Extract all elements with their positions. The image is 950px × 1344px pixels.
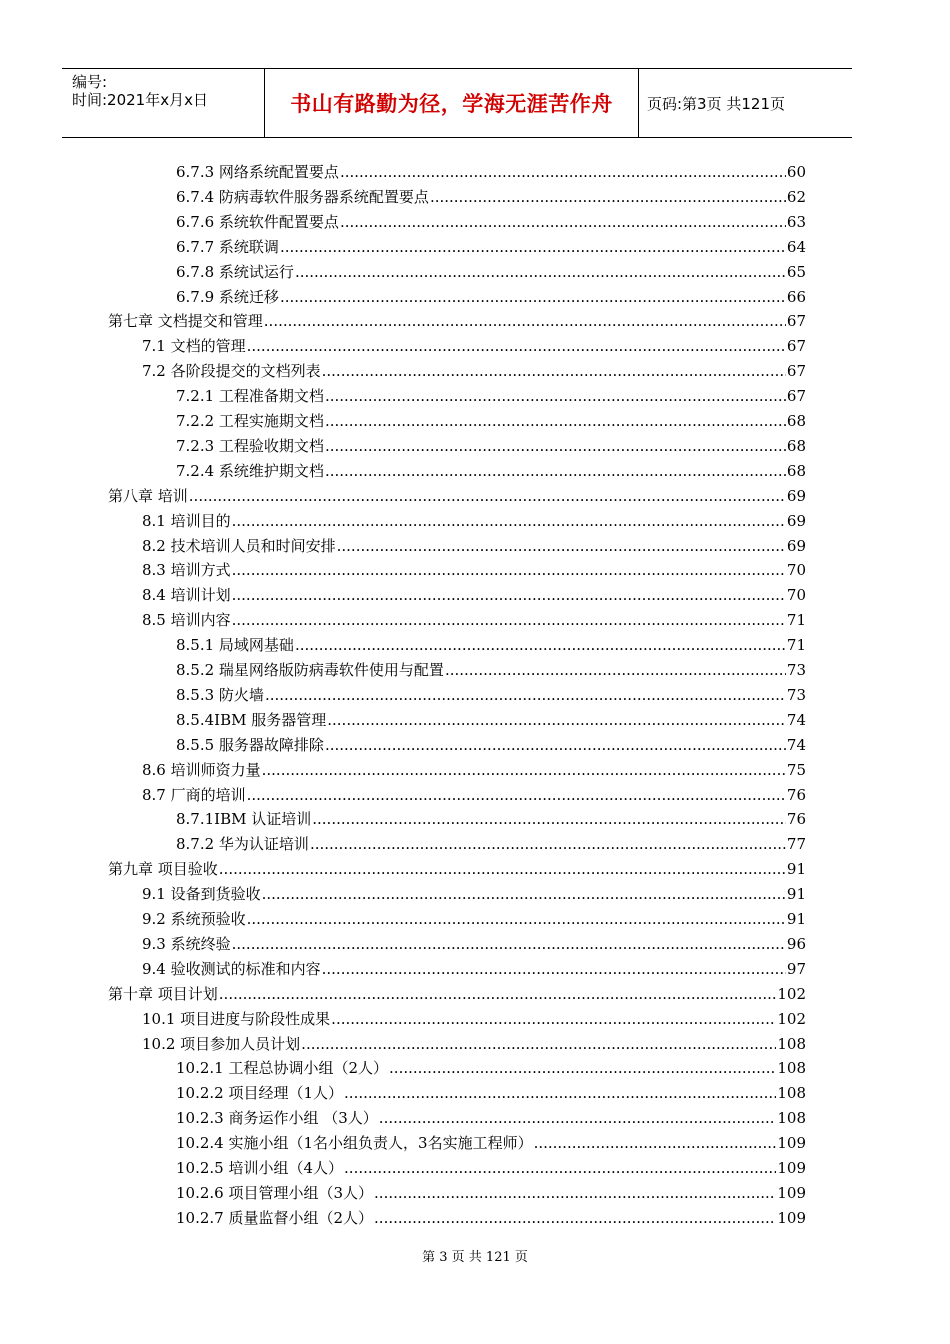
toc-entry-title: 6.7.3 网络系统配置要点 xyxy=(176,163,339,181)
toc-dot-leader xyxy=(331,1007,776,1031)
toc-entry-page: 91 xyxy=(786,885,806,903)
toc-entry-page: 74 xyxy=(786,736,806,754)
toc-entry-page: 71 xyxy=(786,636,806,654)
toc-entry[interactable] xyxy=(142,1007,806,1031)
toc-entry[interactable] xyxy=(176,733,806,757)
toc-entry[interactable] xyxy=(142,882,806,906)
toc-dot-leader xyxy=(264,309,786,333)
toc-entry-page: 66 xyxy=(786,288,806,306)
toc-dot-leader xyxy=(219,857,786,881)
toc-entry-title: 6.7.7 系统联调 xyxy=(176,238,279,256)
toc-dot-leader xyxy=(232,608,786,632)
toc-entry[interactable] xyxy=(176,285,806,309)
toc-dot-leader xyxy=(232,932,786,956)
toc-entry-title: 8.7.1IBM 认证培训 xyxy=(176,810,312,828)
toc-entry-page: 102 xyxy=(777,985,806,1003)
toc-dot-leader xyxy=(322,359,786,383)
toc-entry-page: 67 xyxy=(786,362,806,380)
toc-dot-leader xyxy=(337,534,786,558)
toc-entry[interactable] xyxy=(176,1081,806,1105)
toc-entry-page: 102 xyxy=(777,1010,806,1028)
toc-entry-title: 第十章 项目计划 xyxy=(108,985,218,1003)
toc-entry[interactable] xyxy=(108,309,806,333)
toc-entry-title: 10.2.6 项目管理小组（3人） xyxy=(176,1184,374,1202)
toc-entry-page: 109 xyxy=(777,1209,806,1227)
toc-entry-title: 8.4 培训计划 xyxy=(142,586,231,604)
toc-entry-title: 7.2.1 工程准备期文档 xyxy=(176,387,324,405)
toc-entry[interactable] xyxy=(142,608,806,632)
toc-entry-title: 8.7 厂商的培训 xyxy=(142,786,246,804)
toc-entry-title: 7.2.3 工程验收期文档 xyxy=(176,437,324,455)
toc-entry-page: 68 xyxy=(786,437,806,455)
toc-entry-page: 63 xyxy=(786,213,806,231)
toc-entry-title: 6.7.4 防病毒软件服务器系统配置要点 xyxy=(176,188,429,206)
toc-dot-leader xyxy=(280,235,786,259)
toc-entry-page: 65 xyxy=(786,263,806,281)
toc-entry-page: 108 xyxy=(777,1059,806,1077)
toc-entry[interactable] xyxy=(176,434,806,458)
header-info-cell xyxy=(62,69,264,137)
toc-entry-title: 10.2.5 培训小组（4人） xyxy=(176,1159,344,1177)
header-page-info: 页码:第3页 共121页 xyxy=(647,94,785,113)
toc-dot-leader xyxy=(310,832,786,856)
toc-entry-title: 8.3 培训方式 xyxy=(142,561,231,579)
toc-entry-page: 109 xyxy=(777,1159,806,1177)
toc-entry[interactable] xyxy=(142,534,806,558)
document-number-label: 编号: xyxy=(72,73,108,91)
toc-entry-title: 8.2 技术培训人员和时间安排 xyxy=(142,537,336,555)
toc-dot-leader xyxy=(430,185,786,209)
toc-entry[interactable] xyxy=(176,260,806,284)
toc-dot-leader xyxy=(344,1081,776,1105)
toc-entry-title: 8.5.4IBM 服务器管理 xyxy=(176,711,327,729)
toc-entry[interactable] xyxy=(176,1131,806,1155)
toc-entry-page: 62 xyxy=(786,188,806,206)
toc-entry-title: 10.2.1 工程总协调小组（2人） xyxy=(176,1059,389,1077)
toc-dot-leader xyxy=(232,558,786,582)
toc-dot-leader xyxy=(247,907,786,931)
toc-entry[interactable] xyxy=(176,658,806,682)
toc-entry-title: 8.5.5 服务器故障排除 xyxy=(176,736,324,754)
toc-dot-leader xyxy=(344,1156,776,1180)
toc-dot-leader xyxy=(325,384,786,408)
toc-entry-title: 7.2.2 工程实施期文档 xyxy=(176,412,324,430)
toc-entry[interactable] xyxy=(176,210,806,234)
toc-dot-leader xyxy=(280,285,786,309)
toc-dot-leader xyxy=(232,509,786,533)
toc-dot-leader xyxy=(312,807,786,831)
toc-entry-page: 77 xyxy=(786,835,806,853)
toc-dot-leader xyxy=(340,210,786,234)
toc-entry[interactable] xyxy=(142,907,806,931)
toc-entry-page: 70 xyxy=(786,586,806,604)
toc-dot-leader xyxy=(340,160,786,184)
toc-dot-leader xyxy=(189,484,786,508)
header-motto: 书山有路勤为径，学海无涯苦作舟 xyxy=(264,69,639,137)
toc-entry-page: 75 xyxy=(786,761,806,779)
toc-entry-page: 91 xyxy=(786,910,806,928)
toc-entry-title: 7.2.4 系统维护期文档 xyxy=(176,462,324,480)
toc-dot-leader xyxy=(295,633,786,657)
toc-entry[interactable] xyxy=(142,957,806,981)
toc-entry[interactable] xyxy=(176,832,806,856)
toc-entry-title: 8.5.3 防火墙 xyxy=(176,686,264,704)
toc-dot-leader xyxy=(534,1131,777,1155)
document-time-label: 时间:2021年x月x日 xyxy=(72,91,208,109)
toc-entry[interactable] xyxy=(142,359,806,383)
toc-entry-page: 109 xyxy=(777,1184,806,1202)
toc-entry-page: 69 xyxy=(786,487,806,505)
toc-entry[interactable] xyxy=(142,1032,806,1056)
toc-dot-leader xyxy=(445,658,786,682)
toc-entry-title: 10.2.7 质量监督小组（2人） xyxy=(176,1209,374,1227)
toc-entry-page: 73 xyxy=(786,686,806,704)
toc-entry-title: 6.7.8 系统试运行 xyxy=(176,263,294,281)
toc-entry-page: 109 xyxy=(777,1134,806,1152)
toc-dot-leader xyxy=(295,260,786,284)
toc-entry-page: 67 xyxy=(786,337,806,355)
toc-dot-leader xyxy=(301,1032,776,1056)
toc-dot-leader xyxy=(374,1206,776,1230)
toc-entry[interactable] xyxy=(176,384,806,408)
toc-entry-title: 9.3 系统终验 xyxy=(142,935,231,953)
toc-entry[interactable] xyxy=(142,783,806,807)
toc-dot-leader xyxy=(379,1106,777,1130)
toc-entry[interactable] xyxy=(176,633,806,657)
toc-dot-leader xyxy=(322,957,786,981)
toc-entry[interactable] xyxy=(108,982,806,1006)
toc-entry-title: 8.7.2 华为认证培训 xyxy=(176,835,309,853)
toc-entry[interactable] xyxy=(142,334,806,358)
toc-entry-page: 76 xyxy=(786,810,806,828)
toc-entry-page: 70 xyxy=(786,561,806,579)
toc-dot-leader xyxy=(262,758,786,782)
toc-entry[interactable] xyxy=(176,1206,806,1230)
toc-dot-leader xyxy=(325,459,786,483)
toc-entry-title: 8.1 培训目的 xyxy=(142,512,231,530)
toc-entry-title: 10.2.4 实施小组（1名小组负责人，3名实施工程师） xyxy=(176,1134,533,1152)
toc-entry-page: 67 xyxy=(786,312,806,330)
toc-dot-leader xyxy=(232,583,786,607)
toc-entry-page: 68 xyxy=(786,412,806,430)
toc-entry-title: 9.1 设备到货验收 xyxy=(142,885,261,903)
toc-dot-leader xyxy=(325,434,786,458)
toc-entry-title: 6.7.9 系统迁移 xyxy=(176,288,279,306)
toc-entry[interactable] xyxy=(142,758,806,782)
toc-entry[interactable] xyxy=(176,459,806,483)
toc-entry[interactable] xyxy=(142,932,806,956)
toc-entry[interactable] xyxy=(176,409,806,433)
toc-dot-leader xyxy=(247,783,786,807)
toc-entry-page: 71 xyxy=(786,611,806,629)
toc-entry-page: 68 xyxy=(786,462,806,480)
toc-entry-page: 73 xyxy=(786,661,806,679)
toc-dot-leader xyxy=(265,683,786,707)
toc-dot-leader xyxy=(247,334,786,358)
toc-entry[interactable] xyxy=(108,857,806,881)
toc-dot-leader xyxy=(389,1056,776,1080)
toc-entry[interactable] xyxy=(176,1056,806,1080)
toc-entry-title: 第七章 文档提交和管理 xyxy=(108,312,263,330)
toc-entry[interactable] xyxy=(176,807,806,831)
toc-entry[interactable] xyxy=(176,1156,806,1180)
toc-dot-leader xyxy=(262,882,786,906)
toc-dot-leader xyxy=(325,733,786,757)
toc-entry-page: 69 xyxy=(786,512,806,530)
toc-dot-leader xyxy=(327,708,786,732)
toc-entry[interactable] xyxy=(176,1181,806,1205)
toc-entry[interactable] xyxy=(142,583,806,607)
toc-dot-leader xyxy=(325,409,786,433)
toc-entry-title: 8.5 培训内容 xyxy=(142,611,231,629)
toc-entry[interactable] xyxy=(176,683,806,707)
toc-entry-page: 64 xyxy=(786,238,806,256)
toc-entry-title: 7.2 各阶段提交的文档列表 xyxy=(142,362,321,380)
toc-entry[interactable] xyxy=(108,484,806,508)
toc-entry-title: 10.1 项目进度与阶段性成果 xyxy=(142,1010,331,1028)
toc-entry-title: 8.6 培训师资力量 xyxy=(142,761,261,779)
toc-entry-title: 9.2 系统预验收 xyxy=(142,910,246,928)
toc-entry-page: 60 xyxy=(786,163,806,181)
toc-entry-title: 第八章 培训 xyxy=(108,487,188,505)
toc-entry[interactable] xyxy=(176,708,806,732)
toc-entry[interactable] xyxy=(176,185,806,209)
toc-entry-title: 10.2.3 商务运作小组 （3人） xyxy=(176,1109,378,1127)
toc-entry[interactable] xyxy=(176,1106,806,1130)
toc-entry-title: 10.2.2 项目经理（1人） xyxy=(176,1084,344,1102)
page-header xyxy=(62,68,852,138)
toc-entry-page: 76 xyxy=(786,786,806,804)
toc-entry-title: 8.5.1 局域网基础 xyxy=(176,636,294,654)
toc-entry[interactable] xyxy=(176,235,806,259)
toc-entry-title: 6.7.6 系统软件配置要点 xyxy=(176,213,339,231)
toc-entry-page: 96 xyxy=(786,935,806,953)
toc-dot-leader xyxy=(219,982,777,1006)
toc-entry-title: 9.4 验收测试的标准和内容 xyxy=(142,960,321,978)
toc-entry-page: 108 xyxy=(777,1109,806,1127)
toc-entry-title: 10.2 项目参加人员计划 xyxy=(142,1035,301,1053)
toc-entry-title: 7.1 文档的管理 xyxy=(142,337,246,355)
page-footer: 第 3 页 共 121 页 xyxy=(422,1250,528,1265)
toc-entry-title: 8.5.2 瑞星网络版防病毒软件使用与配置 xyxy=(176,661,444,679)
toc-dot-leader xyxy=(374,1181,776,1205)
toc-entry-page: 91 xyxy=(786,860,806,878)
toc-entry-page: 74 xyxy=(786,711,806,729)
toc-entry[interactable] xyxy=(142,558,806,582)
toc-entry-page: 69 xyxy=(786,537,806,555)
toc-entry-page: 108 xyxy=(777,1035,806,1053)
toc-entry[interactable] xyxy=(142,509,806,533)
toc-entry-page: 97 xyxy=(786,960,806,978)
toc-entry-page: 108 xyxy=(777,1084,806,1102)
toc-entry-title: 第九章 项目验收 xyxy=(108,860,218,878)
toc-entry-page: 67 xyxy=(786,387,806,405)
toc-entry[interactable] xyxy=(176,160,806,184)
